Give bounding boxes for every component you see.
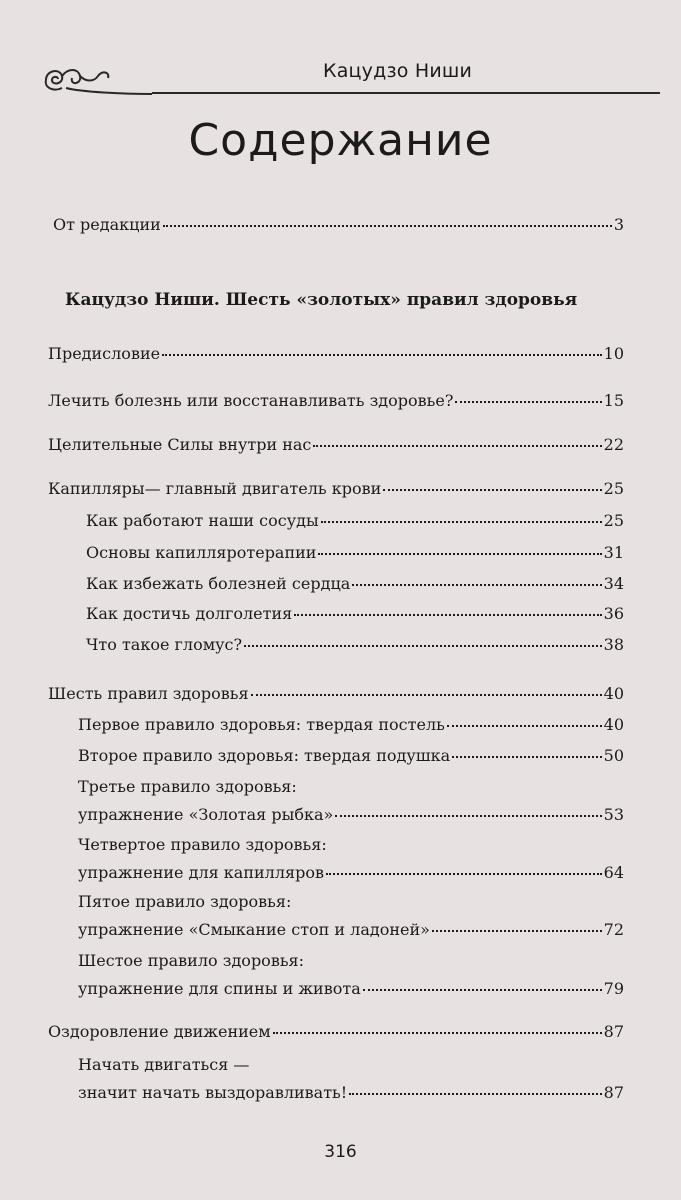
toc-entry — [78, 746, 624, 766]
header-author: Кацудзо Ниши — [323, 60, 472, 82]
toc-leader — [163, 225, 612, 227]
toc-entry — [78, 863, 624, 883]
toc-entry-heading: Начать двигаться — — [78, 1055, 250, 1074]
toc-entry-page: 79 — [603, 979, 624, 998]
toc-leader — [452, 756, 601, 758]
toc-entry-label: Шесть правил здоровья — [48, 684, 249, 703]
running-header — [42, 58, 622, 98]
toc-entry-page: 22 — [603, 435, 624, 454]
toc-leader — [313, 445, 601, 447]
toc-entry-heading: Третье правило здоровья: — [78, 777, 297, 796]
toc-entry-label: значит начать выздоравливать! — [78, 1083, 348, 1102]
toc-entry — [78, 715, 624, 735]
toc-entry — [78, 805, 624, 825]
toc-entry — [86, 574, 624, 594]
toc-leader — [244, 645, 602, 647]
toc-entry-page: 40 — [603, 684, 624, 703]
toc-leader — [251, 694, 602, 696]
toc-leader — [318, 553, 601, 555]
toc-entry — [78, 979, 624, 999]
toc-entry-label: Лечить болезнь или восстанавливать здоровье? — [48, 391, 454, 410]
toc-entry-label: Целительные Силы внутри нас — [48, 435, 312, 454]
toc-entry-page: 34 — [603, 574, 624, 593]
toc-entry-label: упражнение для капилляров — [78, 863, 324, 882]
toc-leader — [162, 354, 602, 356]
toc-entry-label: Капилляры— главный двигатель крови — [48, 479, 382, 498]
toc-entry-label: упражнение «Золотая рыбка» — [78, 805, 334, 824]
toc-leader — [363, 989, 602, 991]
toc-leader — [383, 489, 601, 491]
toc-leader — [349, 1093, 601, 1095]
toc-leader — [273, 1032, 602, 1034]
toc-entry — [78, 1083, 624, 1103]
toc-leader — [321, 521, 602, 523]
toc-entry-page: 15 — [603, 391, 624, 410]
toc-entry — [48, 344, 624, 364]
toc-leader — [447, 725, 602, 727]
toc-entry — [53, 215, 624, 235]
toc-entry — [48, 391, 624, 411]
toc-entry — [86, 511, 624, 531]
toc-entry-page: 36 — [603, 604, 624, 623]
toc-entry-page: 38 — [603, 635, 624, 654]
toc-leader — [352, 584, 601, 586]
page-title: Содержание — [188, 115, 493, 166]
toc-entry-page: 31 — [603, 543, 624, 562]
toc-entry — [86, 635, 624, 655]
section-heading: Кацудзо Ниши. Шесть «золотых» правил здоровья — [65, 290, 578, 310]
toc-entry-page: 25 — [603, 511, 624, 530]
toc-entry-label: Первое правило здоровья: твердая постель — [78, 715, 445, 734]
toc-entry-page: 50 — [603, 746, 624, 765]
header-rule — [152, 92, 660, 94]
toc-entry — [86, 543, 624, 563]
ornament-icon — [42, 58, 152, 98]
toc-entry-page: 25 — [603, 479, 624, 498]
toc-entry-page: 3 — [613, 215, 624, 234]
page-number: 316 — [324, 1142, 357, 1162]
toc-entry-label: Как достичь долголетия — [86, 604, 293, 623]
toc-entry-label: Как работают наши сосуды — [86, 511, 319, 530]
toc-entry-page: 10 — [603, 344, 624, 363]
toc-entry-heading: Пятое правило здоровья: — [78, 892, 292, 911]
toc-entry — [78, 920, 624, 940]
toc-entry — [86, 604, 624, 624]
toc-entry — [48, 435, 624, 455]
toc-entry-label: Как избежать болезней сердца — [86, 574, 351, 593]
toc-entry-label: Предисловие — [48, 344, 161, 363]
toc-entry — [48, 1022, 624, 1042]
toc-entry-label: Второе правило здоровья: твердая подушка — [78, 746, 451, 765]
toc-entry-page: 53 — [603, 805, 624, 824]
toc-entry-heading: Четвертое правило здоровья: — [78, 835, 327, 854]
toc-entry-page: 40 — [603, 715, 624, 734]
toc-entry-label: От редакции — [53, 215, 161, 234]
toc-leader — [432, 930, 602, 932]
toc-entry-label: упражнение «Смыкание стоп и ладоней» — [78, 920, 430, 939]
toc-entry — [48, 684, 624, 704]
toc-entry-label: Оздоровление движением — [48, 1022, 271, 1041]
toc-leader — [294, 614, 601, 616]
toc-leader — [455, 401, 601, 403]
toc-entry-label: Основы капилляротерапии — [86, 543, 317, 562]
toc-entry-heading: Шестое правило здоровья: — [78, 951, 305, 970]
toc-leader — [326, 873, 602, 875]
toc-entry-page: 72 — [603, 920, 624, 939]
toc-entry — [48, 479, 624, 499]
toc-entry-page: 87 — [603, 1022, 624, 1041]
toc-entry-page: 87 — [603, 1083, 624, 1102]
toc-entry-page: 64 — [603, 863, 624, 882]
toc-leader — [335, 815, 601, 817]
toc-entry-label: упражнение для спины и живота — [78, 979, 361, 998]
toc-entry-label: Что такое гломус? — [86, 635, 243, 654]
